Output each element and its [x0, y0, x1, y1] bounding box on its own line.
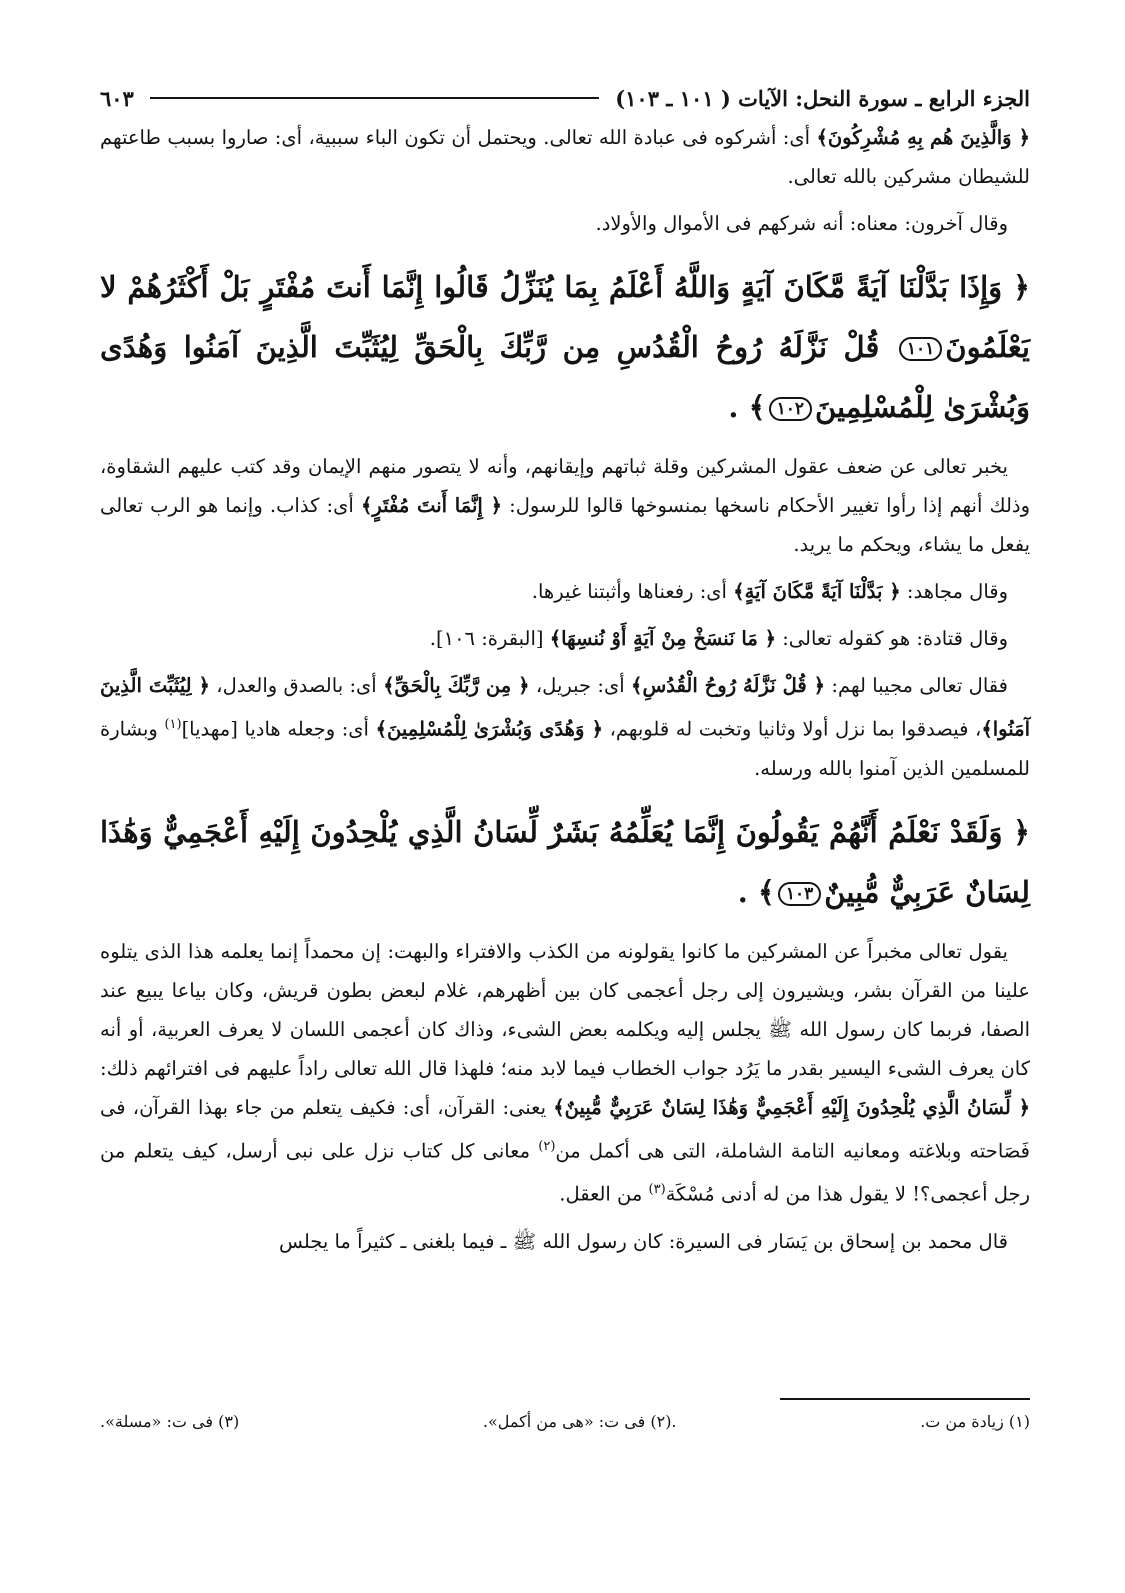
footnote-ref: (٢): [538, 1138, 556, 1154]
paragraph-text: [البقرة: ١٠٦].: [429, 627, 550, 650]
verse-close-bracket: ﴾ .: [737, 874, 775, 909]
paragraph-text: يخبر تعالى عن ضعف عقول المشركين وقلة ثباتهم وإيقانهم، وأنه لا يتصور منهم الإيمان وقد كتب عليهم الشقاوة، وذلك أنهم إذا رأوا تغيير الأحكام ناسخها بمنسوخها قالوا للرسول:: [100, 455, 1030, 517]
footnote-2: .(٢) فى ت: «هى من أكمل».: [482, 1412, 677, 1431]
verse-close-bracket: ﴾ .: [728, 390, 766, 424]
paragraph-8: [100, 1222, 1030, 1261]
quran-quote: ﴿ إِنَّمَا أَنتَ مُفْتَرٍ﴾: [360, 494, 503, 517]
footnote-3: (٣) فى ت: «مسلة».: [100, 1412, 240, 1431]
verse-block-101-102: [100, 257, 1030, 437]
paragraph-text: فقال تعالى مجيبا لهم:: [825, 674, 1008, 697]
paragraph-3: [100, 447, 1030, 564]
verse-text: وَإِذَا بَدَّلْنَا آيَةً مَّكَانَ آيَةٍ وَاللَّهُ أَعْلَمُ بِمَا يُنَزِّلُ قَالُوا إِنَّمَا أَنتَ مُفْتَرٍ بَلْ أَكْثَرُهُمْ لا يَعْلَمُونَ: [100, 270, 1030, 364]
paragraph-1: [100, 118, 1030, 196]
verse-open-bracket: ﴿: [1012, 814, 1030, 849]
page-body: [100, 118, 1030, 1269]
quran-quote: ﴿ مِن رَّبِّكَ بِالْحَقِّ﴾: [383, 674, 530, 697]
paragraph-text: من العقل.: [559, 1182, 649, 1206]
quran-quote: ﴿ بَدَّلْنَا آيَةً مَّكَانَ آيَةٍ﴾: [733, 580, 901, 603]
paragraph-4: [100, 572, 1030, 611]
header-rule: [150, 97, 599, 99]
verse-number-marker: ١٠٣: [778, 882, 821, 906]
paragraph-text: وقال آخرون: معناه: أنه شركهم فى الأموال والأولاد.: [595, 212, 1008, 235]
running-title: الجزء الرابع ـ سورة النحل: الآيات ( ١٠١ ـ ١٠٣): [615, 85, 1030, 111]
verse-number-marker: ١٠١: [899, 337, 942, 361]
paragraph-text: وبشارة للمسلمين الذين آمنوا بالله ورسله.: [100, 717, 1030, 780]
quran-quote: ﴿ وَهُدًى وَبُشْرَىٰ لِلْمُسْلِمِينَ﴾: [375, 717, 604, 741]
paragraph-text: معانى كل كتاب نزل على نبى أرسل، كيف يتعلم من رجل أعجمى؟! لا يقول هذا من له أدنى مُسْكَة: [100, 1139, 1030, 1206]
paragraph-6: [100, 666, 1030, 788]
quran-quote: ﴿ لِّسَانُ الَّذِي يُلْحِدُونَ إِلَيْهِ أَعْجَمِيٌّ وَهَٰذَا لِسَانٌ عَرَبِيٌّ مُّبِينٌ﴾: [553, 1095, 1030, 1119]
paragraph-text: ، فيصدقوا بما نزل أولا وثانيا وتخبت له قلوبهم،: [603, 717, 982, 741]
quran-quote: ﴿ لِيُثَبِّتَ الَّذِينَ آمَنُوا﴾: [100, 674, 1031, 741]
quran-quote: ﴿ مَا نَنسَخْ مِنْ آيَةٍ أَوْ نُنسِهَا﴾: [549, 627, 777, 650]
footnote-1: (١) زيادة من ت.: [920, 1412, 1030, 1431]
paragraph-text: أى: وجعله هاديا [مهديا]: [181, 717, 376, 741]
verse-text: قُلْ نَزَّلَهُ رُوحُ الْقُدُسِ مِن رَّبِّكَ بِالْحَقِّ لِيُثَبِّتَ الَّذِينَ آمَنُوا وَهُدًى وَبُشْرَىٰ لِلْمُسْلِمِينَ: [100, 330, 1030, 424]
paragraph-text: وقال قتادة: هو كقوله تعالى:: [776, 627, 1008, 650]
footnotes: [100, 1412, 1030, 1431]
verse-number-marker: ١٠٢: [769, 397, 812, 421]
footnote-ref: (١): [164, 717, 182, 732]
paragraph-text: أى: جبريل،: [529, 674, 632, 697]
page-header: [100, 80, 1030, 116]
verse-block-103: [100, 802, 1030, 922]
quran-quote: ﴿ قُلْ نَزَّلَهُ رُوحُ الْقُدُسِ﴾: [631, 674, 826, 697]
paragraph-2: [100, 204, 1030, 243]
footnote-ref: (٣): [648, 1182, 666, 1197]
quran-quote: ﴿ وَالَّذِينَ هُم بِهِ مُشْرِكُونَ﴾: [816, 126, 1030, 149]
paragraph-text: يقول تعالى مخبراً عن المشركين ما كانوا يقولونه من الكذب والافتراء والبهت: إن محمداً إنما يعلمه هذا الذى يتلوه علينا من القرآن بشر، ويشيرون إلى رجل أعجمى كان بين أظهرهم، غلام لبعض بطون قريش، وكان بياعا يبيع عند الصفا، فربما كان رسول الله ﷺ يجلس إليه ويكلمه بعض الشىء، وذاك كان أعجمى اللسان لا يعرف العربية، أو أنه كان يعرف الشىء اليسير بقدر ما يَرُد جواب الخطاب فيما لابد منه؛ فلهذا قال الله تعالى راداً عليهم فى افترائهم ذلك:: [100, 939, 1030, 1080]
page-number: ٦٠٣: [100, 85, 134, 111]
paragraph-text: قال محمد بن إسحاق بن يَسَار فى السيرة: كان رسول الله ﷺ ـ فيما بلغنى ـ كثيراً ما يجلس: [278, 1229, 1008, 1253]
paragraph-text: وقال مجاهد:: [900, 580, 1008, 603]
paragraph-text: أى: كذاب. وإنما هو الرب تعالى يفعل ما يشاء، ويحكم ما يريد.: [100, 494, 1030, 556]
verse-text: وَلَقَدْ نَعْلَمُ أَنَّهُمْ يَقُولُونَ إِنَّمَا يُعَلِّمُهُ بَشَرٌ لِّسَانُ الَّذِي يُلْحِدُونَ إِلَيْهِ أَعْجَمِيٌّ وَهَٰذَا لِسَانٌ عَرَبِيٌّ مُّبِينٌ: [100, 814, 1030, 909]
verse-open-bracket: ﴿: [1013, 270, 1030, 304]
paragraph-5: [100, 619, 1030, 658]
paragraph-text: أى: بالصدق والعدل،: [209, 674, 384, 697]
paragraph-text: أى: رفعناها وأثبتنا غيرها.: [531, 580, 734, 603]
paragraph-7: [100, 932, 1030, 1214]
paragraph-text: أى: أشركوه فى عبادة الله تعالى. ويحتمل أن تكون الباء سببية، أى: صاروا بسبب طاعتهم للشيطان مشركين بالله تعالى.: [100, 126, 1030, 188]
footnote-separator: [780, 1398, 1030, 1400]
paragraph-text: يعنى: القرآن، أى: فكيف يتعلم من جاء بهذا القرآن، فى فَصَاحته وبلاغته ومعانيه التامة الشاملة، التى هى أكمل من: [100, 1095, 1031, 1162]
